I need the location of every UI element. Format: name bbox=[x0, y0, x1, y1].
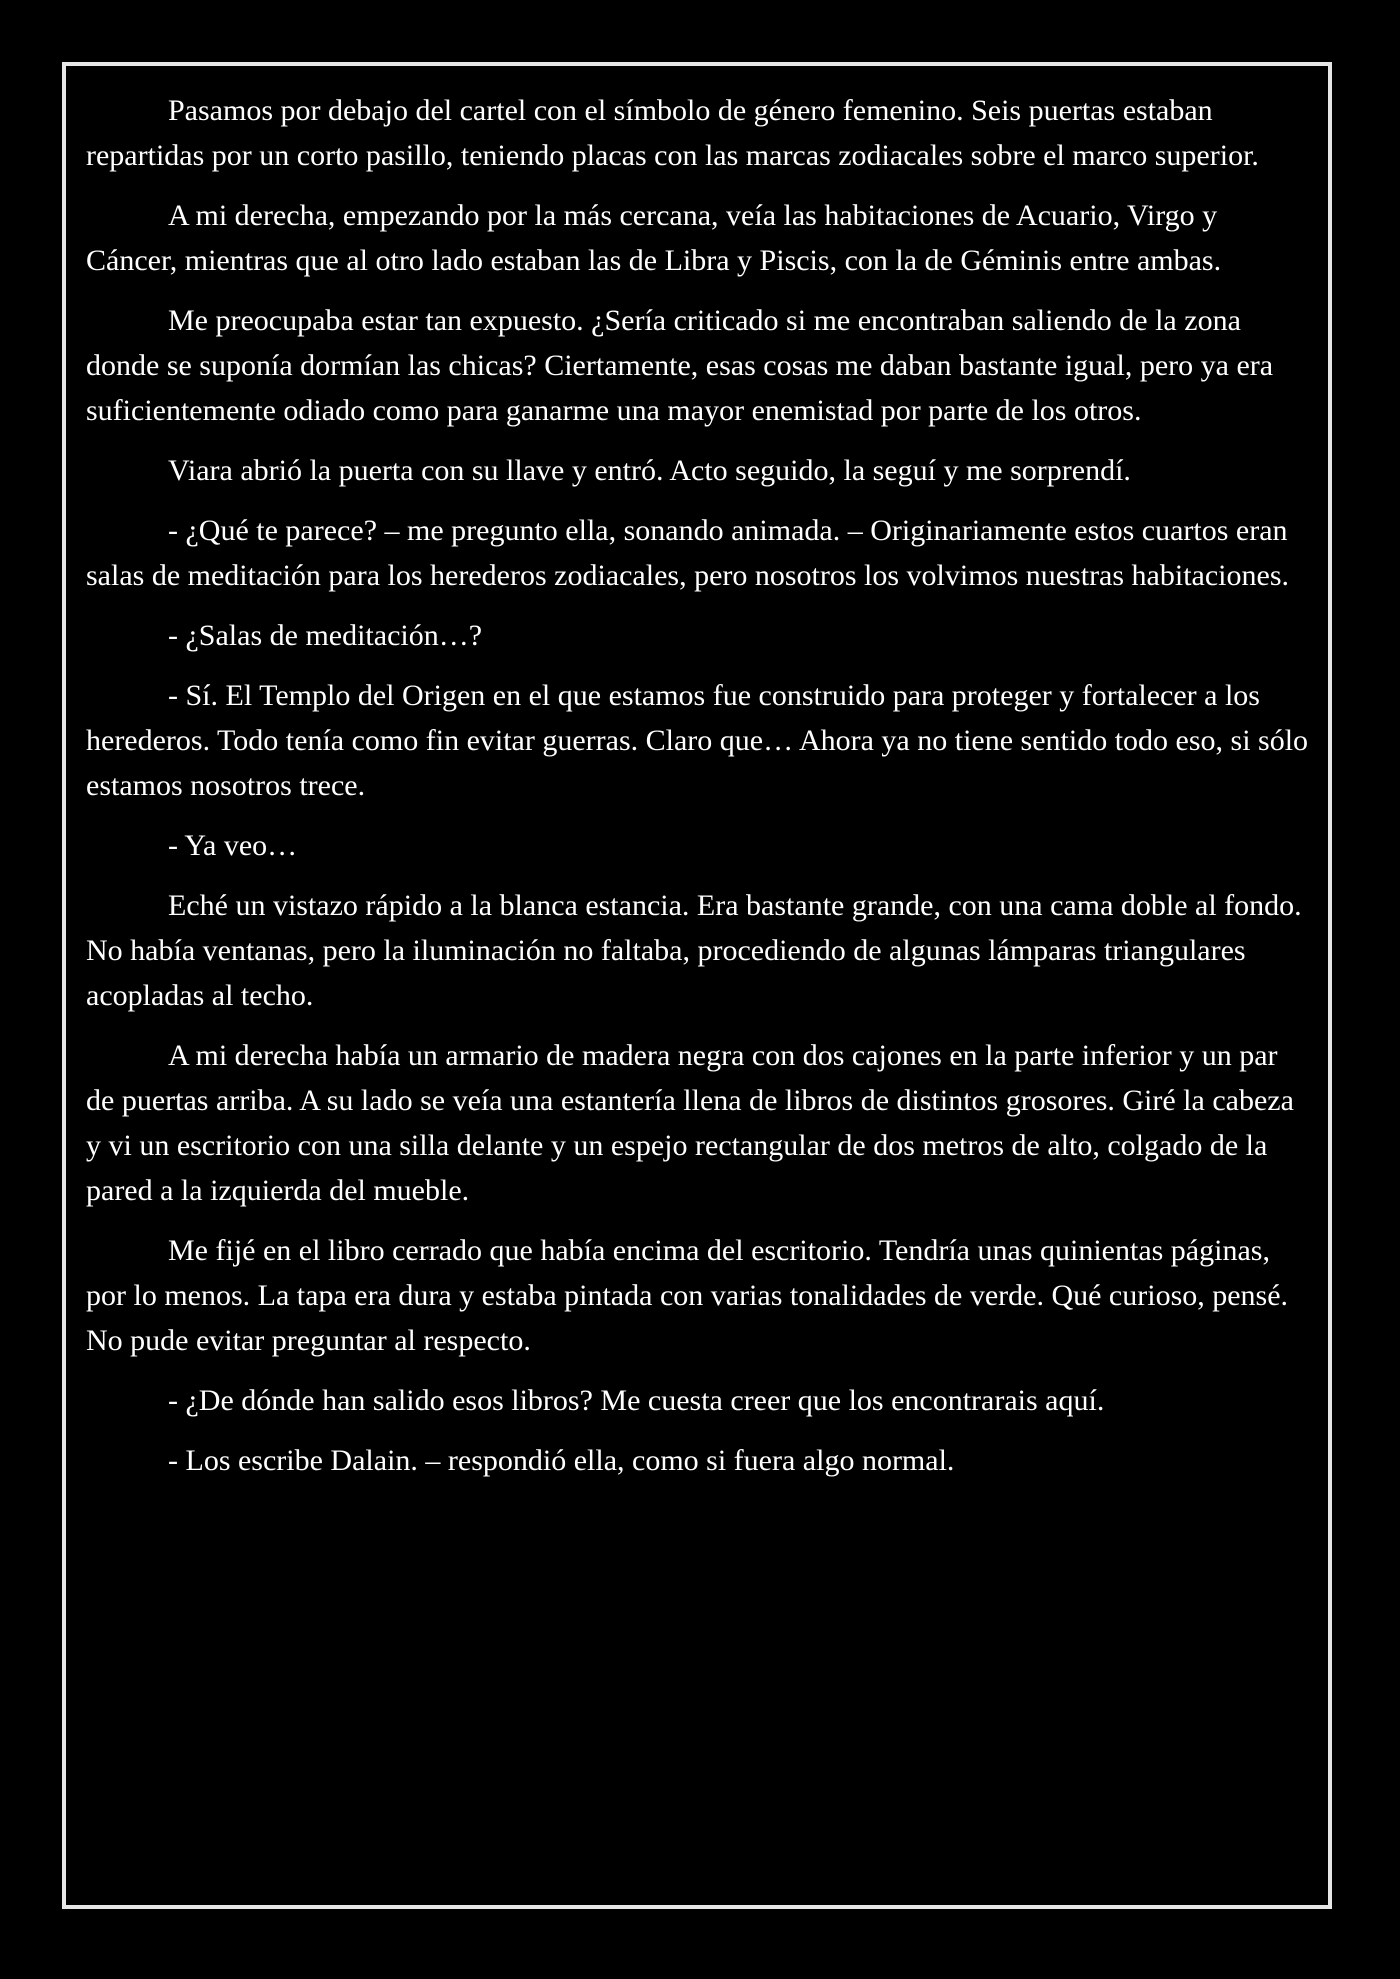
paragraph: - ¿De dónde han salido esos libros? Me cuesta creer que los encontrarais aquí. bbox=[168, 1384, 1105, 1417]
paragraph: Me preocupaba estar tan expuesto. ¿Sería criticado si me encontraban saliendo de la zona donde se suponía dormían las chicas? Ciertamente, esas cosas me daban bastante igual, pero ya era suficientemente odiado como para ganarme una mayor enemistad por parte de los otros. bbox=[86, 304, 1274, 427]
paragraph: A mi derecha había un armario de madera negra con dos cajones en la parte inferior y un par de puertas arriba. A su lado se veía una estantería llena de libros de distintos grosores. Giré la cabeza y vi un escritorio con una silla delante y un espejo rectangular de dos metros de alto, colgado de la pared a la izquierda del mueble. bbox=[86, 1039, 1294, 1207]
paragraph: - Ya veo… bbox=[168, 829, 298, 862]
paragraph: - Sí. El Templo del Origen en el que estamos fue construido para proteger y fortalecer a los herederos. Todo tenía como fin evitar guerras. Claro que… Ahora ya no tiene sentido todo eso, si sólo estamos nosotros trece. bbox=[86, 679, 1309, 802]
paragraph: - ¿Qué te parece? – me pregunto ella, sonando animada. – Originariamente estos cuartos eran salas de meditación para los herederos zodiacales, pero nosotros los volvimos nuestras habitaciones. bbox=[86, 514, 1289, 592]
paragraph: - Los escribe Dalain. – respondió ella, como si fuera algo normal. bbox=[168, 1444, 955, 1477]
page-frame bbox=[62, 62, 1332, 1909]
paragraph: A mi derecha, empezando por la más cercana, veía las habitaciones de Acuario, Virgo y Cáncer, mientras que al otro lado estaban las de Libra y Piscis, con la de Géminis entre ambas. bbox=[86, 199, 1222, 277]
paragraph: Eché un vistazo rápido a la blanca estancia. Era bastante grande, con una cama doble al fondo. No había ventanas, pero la iluminación no faltaba, procediendo de algunas lámparas triangulares acopladas al techo. bbox=[86, 889, 1302, 1012]
paragraph: Pasamos por debajo del cartel con el símbolo de género femenino. Seis puertas estaban repartidas por un corto pasillo, teniendo placas con las marcas zodiacales sobre el marco superior. bbox=[86, 94, 1259, 172]
paragraph: - ¿Salas de meditación…? bbox=[168, 619, 483, 652]
paragraph: Me fijé en el libro cerrado que había encima del escritorio. Tendría unas quinientas páginas, por lo menos. La tapa era dura y estaba pintada con varias tonalidades de verde. Qué curioso, pensé. No pude evitar preguntar al respecto. bbox=[86, 1234, 1289, 1357]
text-body bbox=[86, 88, 1310, 1498]
paragraph: Viara abrió la puerta con su llave y entró. Acto seguido, la seguí y me sorprendí. bbox=[168, 454, 1131, 487]
